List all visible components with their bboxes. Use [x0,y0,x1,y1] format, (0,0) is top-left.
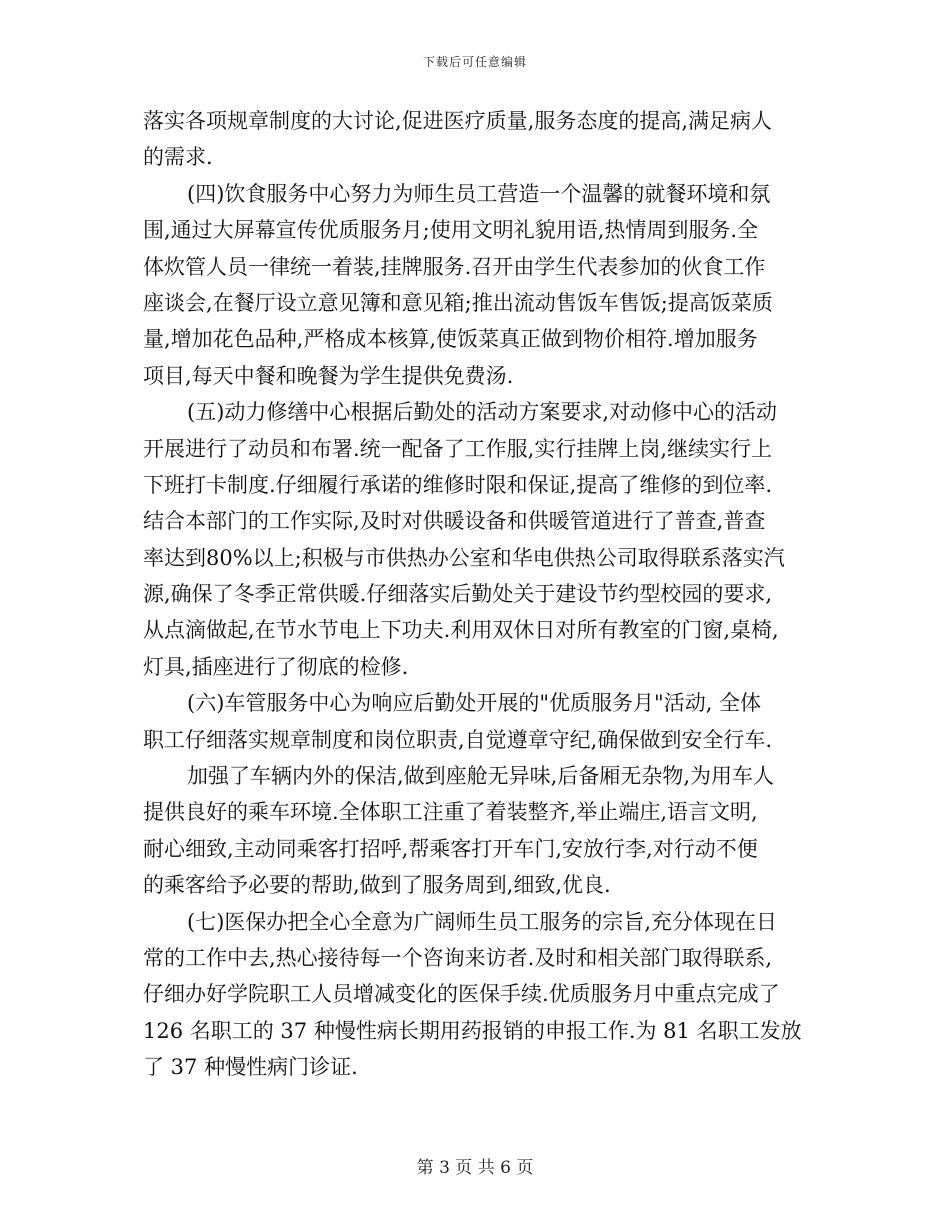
text-line: 常的工作中去,热心接待每一个咨询来访者.及时和相关部门取得联系, [143,945,773,970]
text-line: 加强了车辆内外的保洁,做到座舱无异味,后备厢无杂物,为用车人 [187,764,775,789]
document-body [143,103,815,1086]
text-line: 提供良好的乘车环境.全体职工注重了着装整齐,举止端庄,语言文明, [143,800,758,825]
text-line: 开展进行了动员和布署.统一配备了工作服,实行挂牌上岗,继续实行上 [143,436,773,461]
text-line: 源,确保了冬季正常供暖.仔细落实后勤处关于建设节约型校园的要求, [143,582,773,607]
text-line: 结合本部门的工作实际,及时对供暖设备和供暖管道进行了普查,普查 [143,509,766,534]
page-header: 下载后可任意编辑 [422,55,527,69]
text-line: 从点滴做起,在节水节电上下功夫.利用双休日对所有教室的门窗,桌椅, [143,618,779,643]
text-line: 仔细办好学院职工人员增减变化的医保手续.优质服务月中重点完成了 [143,982,780,1007]
text-line: 落实各项规章制度的大讨论,促进医疗质量,服务态度的提高,满足病人 [143,109,773,133]
text-line: (六)车管服务中心为响应后勤处开展的"优质服务月"活动, 全体 [187,691,762,716]
text-line: 的乘客给予必要的帮助,做到了服务周到,细致,优良. [143,873,611,898]
text-line: 灯具,插座进行了彻底的检修. [143,654,409,679]
text-line: 的需求. [143,145,213,170]
text-line: 体炊管人员一律统一着装,挂牌服务.召开由学生代表参加的伙食工作 [143,254,766,279]
text-line: 围,通过大屏幕宣传优质服务月;使用文明礼貌用语,热情周到服务.全 [143,218,759,243]
page-number: 第 3 页 共 6 页 [416,1158,534,1178]
text-line: 职工仔细落实规章制度和岗位职责,自觉遵章守纪,确保做到安全行车. [143,727,773,752]
text-line: (七)医保办把全心全意为广阔师生员工服务的宗旨,充分体现在日 [187,909,778,934]
text-line: (五)动力修缮中心根据后勤处的活动方案要求,对动修中心的活动 [187,400,778,425]
text-line: (四)饮食服务中心努力为师生员工营造一个温馨的就餐环境和氛 [187,181,771,206]
text-line: 量,增加花色品种,严格成本核算,使饭菜真正做到物价相符.增加服务 [143,327,758,352]
text-line: 了 37 种慢性病门诊证. [143,1055,358,1080]
text-line: 率达到80%以上;积极与市供热办公室和华电供热公司取得联系落实汽 [143,545,785,570]
text-line: 下班打卡制度.仔细履行承诺的维修时限和保证,提高了维修的到位率. [143,472,773,497]
text-line: 耐心细致,主动同乘客打招呼,帮乘客打开车门,安放行李,对行动不便 [143,836,758,861]
text-line: 项目,每天中餐和晚餐为学生提供免费汤. [143,363,514,388]
text-line: 座谈会,在餐厅设立意见簿和意见箱;推出流动售饭车售饭;提高饭菜质 [143,290,773,315]
text-line: 126 名职工的 37 种慢性病长期用药报销的申报工作.为 81 名职工发放 [143,1018,802,1043]
